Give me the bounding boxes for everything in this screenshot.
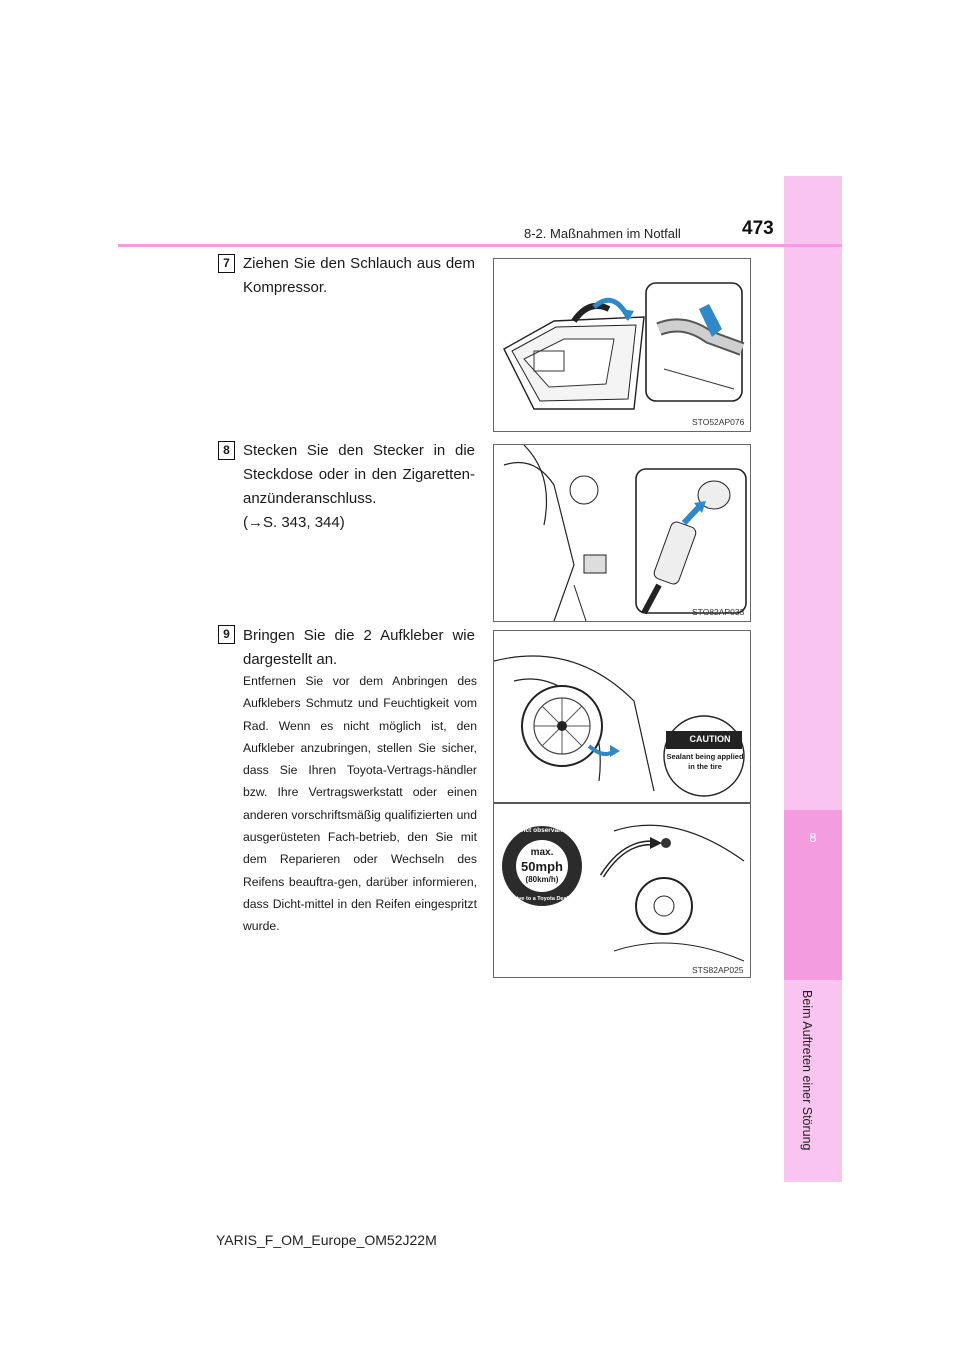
caution-sticker-line1: Sealant being applied xyxy=(666,752,744,761)
figure-code: STO82AP033 xyxy=(692,607,745,617)
section-title: 8-2. Maßnahmen im Notfall xyxy=(524,226,681,241)
step-7-text: Ziehen Sie den Schlauch aus dem Kompressor. xyxy=(243,255,475,296)
speed-sticker-speed: 50mph xyxy=(521,859,563,874)
caution-sticker-line2: in the tire xyxy=(688,762,722,771)
speed-sticker-max: max. xyxy=(530,847,554,858)
step-8-text: Stecken Sie den Stecker in die Steckdose oder in den Zigaretten-anzünderanschluss. xyxy=(243,442,475,507)
figure-hose-compressor xyxy=(493,258,751,432)
chapter-title: Beim Auftreten einer Störung xyxy=(800,990,814,1151)
power-outlet-illustration xyxy=(494,445,750,621)
figure-power-outlet xyxy=(493,444,751,622)
speed-sticker-top-arc: Strict observance xyxy=(514,827,570,834)
caution-sticker-title: CAUTION xyxy=(689,734,731,744)
step-9-note: Entfernen Sie vor dem Anbringen des Aufklebers Schmutz und Feuchtigkeit vom Rad. Wenn es nicht möglich ist, den Aufkleber anzubringen, stellen Sie sicher, dass Sie Ihren Toyota-Vertrags-händler bzw. Ihre Vertragswerkstatt oder einen anderen vorschriftsmäßig qualifizierten und ausgerüsteten Fach-betrieb, den Sie mit dem Reparieren oder Wechseln des Reifens beauftra-gen, darüber informieren, dass Dicht-mittel in den Reifen eingespritzt wurde. xyxy=(243,674,477,934)
chapter-number: 8 xyxy=(809,830,817,845)
figure-stickers xyxy=(493,630,751,978)
step-number-9: 9 xyxy=(218,625,235,644)
hose-compressor-illustration xyxy=(494,259,750,431)
speed-sticker-kmh: (80km/h) xyxy=(525,875,559,884)
figure-code: STO52AP076 xyxy=(692,417,745,427)
figure-code: STS82AP025 xyxy=(692,965,744,975)
step-8-ref: (→S. 343, 344) xyxy=(243,514,345,531)
document-id: YARIS_F_OM_Europe_OM52J22M xyxy=(216,1232,437,1248)
page-number: 473 xyxy=(742,218,774,239)
stickers-illustration xyxy=(494,631,750,977)
header-divider xyxy=(118,244,842,247)
step-9-text: Bringen Sie die 2 Aufkleber wie dargestellt an. xyxy=(243,627,475,668)
speed-sticker-bottom-arc: Drive to a Toyota Dealer xyxy=(510,896,574,902)
step-number-8: 8 xyxy=(218,441,235,460)
step-number-7: 7 xyxy=(218,254,235,273)
